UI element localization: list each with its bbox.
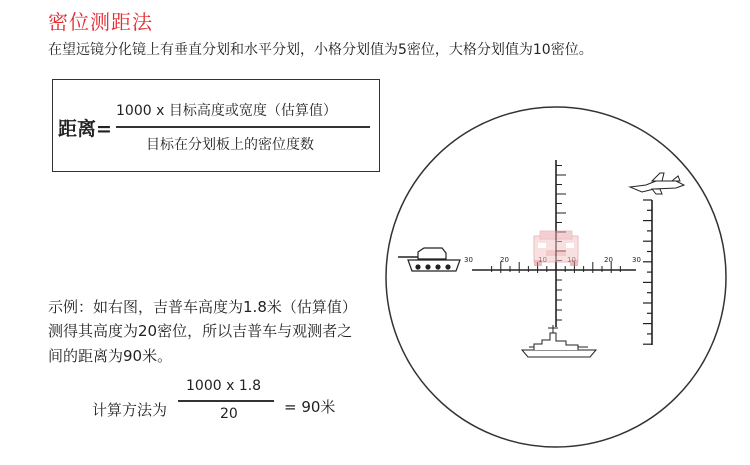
fighter-jet-icon xyxy=(630,173,684,194)
page-title: 密位测距法 xyxy=(48,10,153,34)
formula-fraction-bar xyxy=(116,126,370,128)
calc-numerator: 1000 x 1.8 xyxy=(186,378,262,394)
formula-denominator: 目标在分划板上的密位度数 xyxy=(146,137,314,153)
scale-label-left-20: 20 xyxy=(500,256,509,264)
example-line-3: 间的距离为90米。 xyxy=(48,347,173,365)
example-line-2: 测得其高度为20密位，所以吉普车与观测者之 xyxy=(48,322,353,340)
warship-icon xyxy=(522,325,596,357)
tank-icon xyxy=(398,248,460,271)
jeep-icon xyxy=(534,231,578,266)
intro-text: 在望远镜分化镜上有垂直分划和水平分划，小格分划值为5密位，大格分划值为10密位。 xyxy=(48,42,593,58)
example-line-1: 示例：如右图，吉普车高度为1.8米（估算值） xyxy=(48,298,357,316)
scale-label-left-30: 30 xyxy=(464,256,473,264)
calc-label: 计算方法为 xyxy=(92,401,168,419)
calc-fraction-bar xyxy=(178,400,274,402)
calc-result: = 90米 xyxy=(284,398,336,416)
scale-label-right-30: 30 xyxy=(632,256,641,264)
formula-numerator: 1000 x 目标高度或宽度（估算值） xyxy=(116,103,337,119)
calc-denominator: 20 xyxy=(220,406,238,422)
scale-label-right-20: 20 xyxy=(604,256,613,264)
right-scale-ticks xyxy=(643,200,652,345)
formula-lhs: 距离= xyxy=(58,118,112,140)
binocular-reticle xyxy=(384,97,734,457)
